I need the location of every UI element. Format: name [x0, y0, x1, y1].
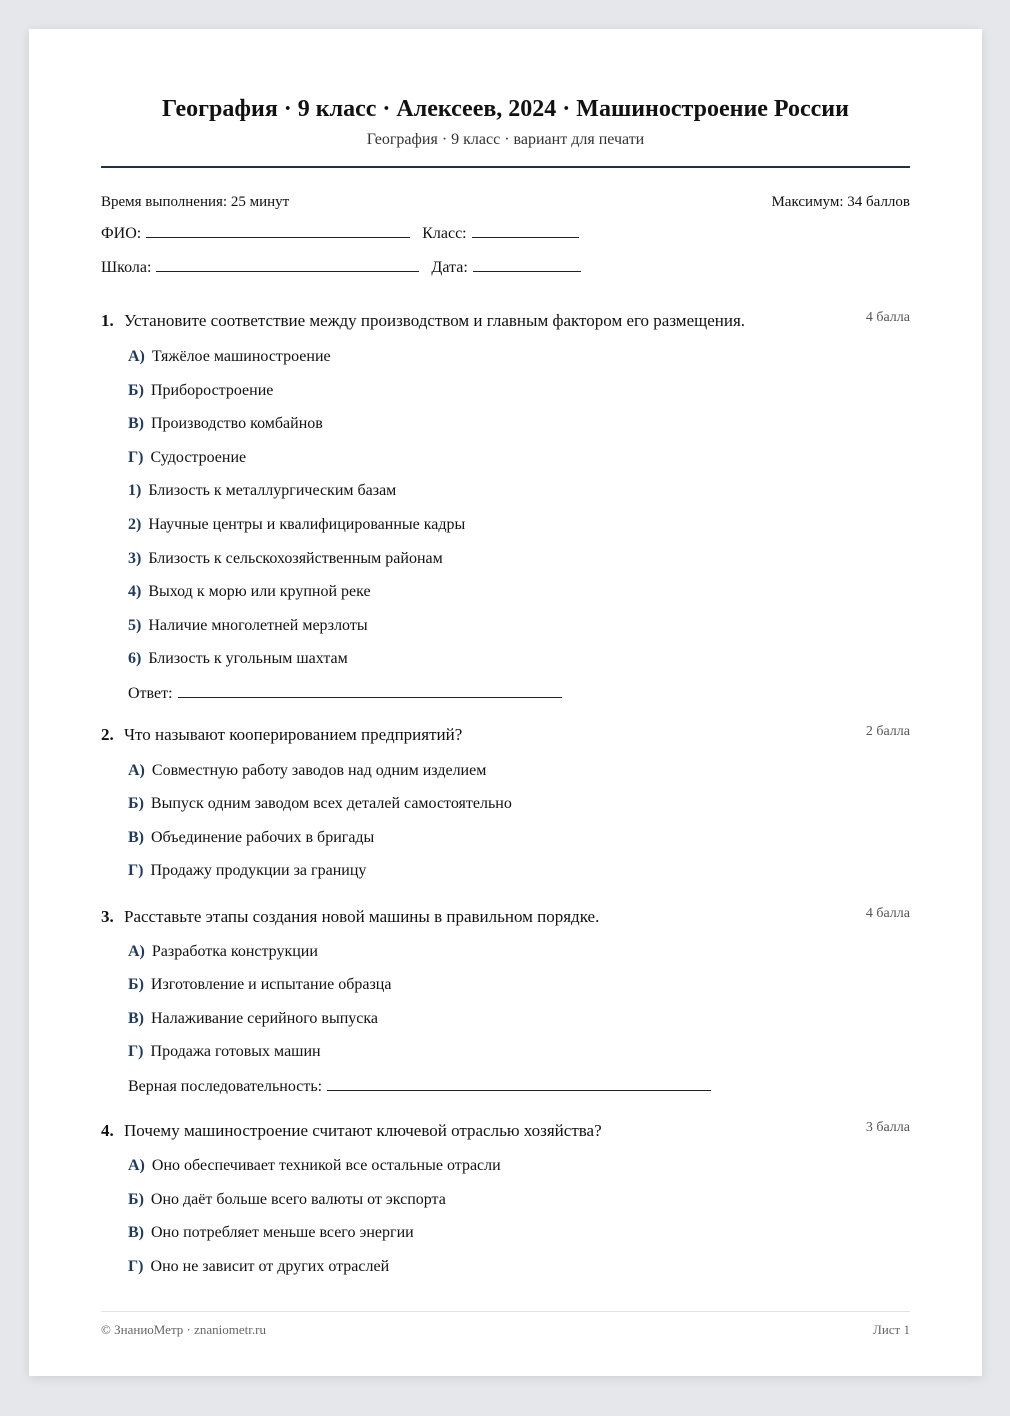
option-6: [128, 649, 348, 669]
answer-row: [128, 1076, 711, 1097]
header-divider: [101, 166, 910, 168]
question-points: 3 балла: [865, 1120, 910, 1135]
option-text: Оно потребляет меньше всего энергии: [151, 1224, 414, 1241]
fio-label: ФИО:: [101, 225, 142, 242]
question-points: 4 балла: [865, 906, 910, 921]
option-1: [128, 481, 396, 501]
option-text: Продажа готовых машин: [150, 1043, 321, 1060]
option-5: [128, 616, 368, 636]
option-v: [128, 1223, 414, 1243]
option-letter: В): [128, 1010, 144, 1027]
question-3: [101, 906, 910, 1095]
option-text: Оно не зависит от других отраслей: [150, 1258, 390, 1275]
option-letter: 4): [128, 583, 142, 600]
class-label: Класс:: [422, 225, 467, 242]
question-points: 4 балла: [865, 310, 910, 325]
option-text: Оно обеспечивает техникой все остальные отрасли: [151, 1157, 501, 1174]
option-letter: 1): [128, 482, 142, 499]
option-b: [128, 381, 273, 401]
class-blank[interactable]: [472, 223, 579, 238]
footer-copyright: © ЗнаниоМетр · znaniometr.ru: [101, 1322, 266, 1337]
option-g: [128, 1257, 389, 1277]
page-title: География · 9 класс · Алексеев, 2024 · Машиностроение России: [162, 96, 849, 122]
option-letter: А): [128, 762, 145, 779]
page-content: [101, 29, 910, 1376]
option-letter: В): [128, 415, 144, 432]
footer-divider: [101, 1311, 910, 1312]
option-letter: Г): [128, 862, 144, 879]
option-text: Совместную работу заводов над одним изделием: [151, 762, 487, 779]
option-v: [128, 1009, 378, 1029]
option-text: Оно даёт больше всего валюты от экспорта: [150, 1191, 446, 1208]
option-text: Судостроение: [150, 449, 247, 466]
question-text: Расставьте этапы создания новой машины в правильном порядке.: [124, 907, 600, 926]
option-letter: Б): [128, 795, 144, 812]
option-text: Выход к морю или крупной реке: [148, 583, 371, 600]
option-letter: Г): [128, 1043, 144, 1060]
answer-row: [128, 683, 562, 704]
option-b: [128, 1190, 446, 1210]
option-a: [128, 1156, 501, 1176]
option-letter: Б): [128, 976, 144, 993]
question-4: [101, 1120, 910, 1275]
time-limit: Время выполнения: 25 минут: [101, 194, 290, 210]
option-letter: В): [128, 829, 144, 846]
option-text: Разработка конструкции: [151, 943, 318, 960]
option-text: Продажу продукции за границу: [150, 862, 367, 879]
student-fields-row-2: [101, 257, 581, 279]
option-letter: 5): [128, 617, 142, 634]
answer-label: Верная последовательность:: [128, 1078, 323, 1095]
question-text: Почему машиностроение считают ключевой отраслью хозяйства?: [124, 1121, 602, 1140]
option-g: [128, 448, 246, 468]
answer-label: Ответ:: [128, 685, 173, 702]
question-header: [101, 724, 910, 746]
option-text: Наличие многолетней мерзлоты: [148, 617, 368, 634]
option-a: [128, 347, 331, 367]
date-label: Дата:: [431, 259, 468, 276]
fio-blank[interactable]: [146, 223, 410, 238]
option-v: [128, 828, 374, 848]
question-text: Установите соответствие между производством и главным фактором его размещения.: [124, 311, 746, 330]
question-number: 1.: [101, 311, 114, 330]
worksheet-page: [29, 29, 982, 1376]
question-1: [101, 310, 910, 702]
option-letter: Г): [128, 449, 144, 466]
question-header: [101, 1120, 910, 1142]
question-number: 4.: [101, 1121, 114, 1140]
option-letter: Г): [128, 1258, 144, 1275]
option-text: Объединение рабочих в бригады: [151, 829, 375, 846]
question-text: Что называют кооперированием предприятий?: [124, 725, 463, 744]
option-2: [128, 515, 465, 535]
question-header: [101, 310, 910, 332]
question-points: 2 балла: [865, 724, 910, 739]
question-2: [101, 724, 910, 879]
school-label: Школа:: [101, 259, 152, 276]
question-header: [101, 906, 910, 928]
option-text: Приборостроение: [150, 382, 274, 399]
student-fields-row-1: [101, 223, 579, 245]
option-text: Налаживание серийного выпуска: [151, 1010, 379, 1027]
option-4: [128, 582, 371, 602]
question-number: 2.: [101, 725, 114, 744]
option-letter: 3): [128, 550, 142, 567]
option-letter: В): [128, 1224, 144, 1241]
option-text: Изготовление и испытание образца: [150, 976, 392, 993]
option-text: Близость к металлургическим базам: [148, 482, 397, 499]
option-letter: А): [128, 348, 145, 365]
question-number: 3.: [101, 907, 114, 926]
option-a: [128, 942, 318, 962]
option-letter: А): [128, 1157, 145, 1174]
option-letter: 6): [128, 650, 142, 667]
option-letter: 2): [128, 516, 142, 533]
option-b: [128, 975, 391, 995]
option-text: Близость к сельскохозяйственным районам: [148, 550, 443, 567]
school-blank[interactable]: [156, 257, 419, 272]
answer-blank[interactable]: [327, 1076, 711, 1091]
option-letter: А): [128, 943, 145, 960]
option-text: Выпуск одним заводом всех деталей самостоятельно: [150, 795, 512, 812]
answer-blank[interactable]: [178, 683, 562, 698]
option-text: Научные центры и квалифицированные кадры: [148, 516, 466, 533]
option-g: [128, 861, 366, 881]
option-letter: Б): [128, 1191, 144, 1208]
option-v: [128, 414, 323, 434]
option-text: Производство комбайнов: [151, 415, 323, 432]
option-a: [128, 761, 486, 781]
option-3: [128, 549, 443, 569]
option-letter: Б): [128, 382, 144, 399]
max-score: Максимум: 34 баллов: [771, 194, 910, 210]
option-g: [128, 1042, 321, 1062]
option-text: Близость к угольным шахтам: [148, 650, 348, 667]
footer-page-number: Лист 1: [873, 1322, 910, 1337]
option-b: [128, 794, 512, 814]
date-blank[interactable]: [473, 257, 581, 272]
page-subtitle: География · 9 класс · вариант для печати: [366, 131, 645, 148]
option-text: Тяжёлое машиностроение: [151, 348, 331, 365]
